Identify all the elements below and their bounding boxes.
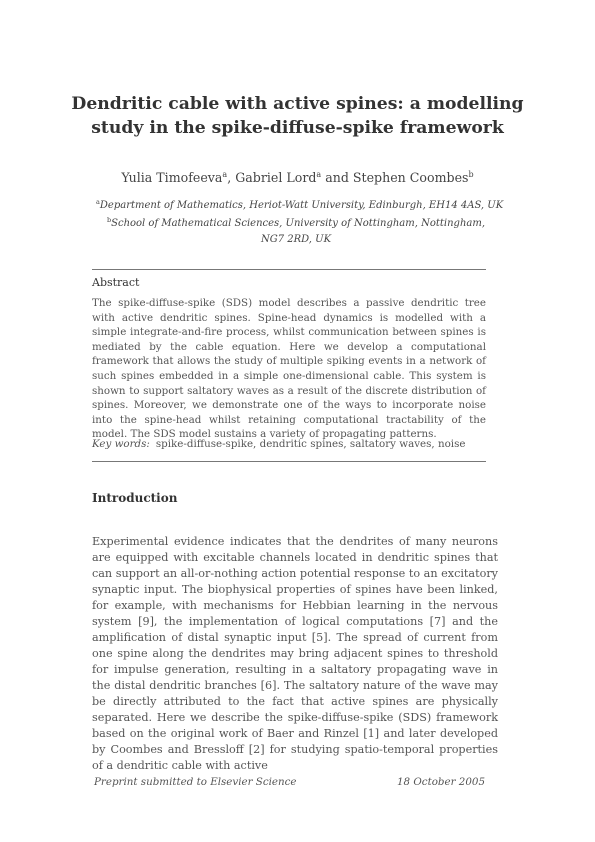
abstract-bottom-rule: [92, 461, 486, 462]
author-name: Stephen Coombes: [352, 170, 469, 185]
affiliation-mark: a: [316, 170, 322, 179]
affiliation-text: School of Mathematical Sciences, University of Nottingham, Nottingham, NG7 2RD, UK: [111, 218, 486, 245]
affiliation-text: Department of Mathematics, Heriot-Watt University, Edinburgh, EH14 4AS, UK: [99, 200, 504, 211]
affiliation-mark: a: [222, 170, 228, 179]
affiliation-b: [96, 212, 496, 248]
author-separator: ,: [227, 170, 236, 185]
keywords-line: [92, 438, 486, 450]
introduction-text: Experimental evidence indicates that the dendrites of many neurons are equipped with excitable channels located in dendritic spines that can support an all-or-nothing action potential response to an excitatory synaptic input. The biophysical properties of spines have been linked, for example, with mechanisms for Hebbian learning in the nervous system [9], the implementation of logical computations [7] and the amplification of distal synaptic input [5]. The spread of current from one spine along the dendrites may bring adjacent spines to threshold for impulse generation, resulting in a saltatory propagating wave in the distal dendritic branches [6]. The saltatory nature of the wave may be directly attributed to the fact that active spines are physically separated. Here we describe the spike-diffuse-spike (SDS) framework based on the original work of Baer and Rinzel [1] and later developed by Coombes and Bressloff [2] for studying spatio-temporal properties of a dendritic cable with active: [92, 535, 498, 772]
section-heading: Introduction: [92, 491, 178, 505]
author-name: Yulia Timofeeva: [121, 170, 223, 185]
author-separator: and: [321, 170, 353, 185]
keywords-text: spike-diffuse-spike, dendritic spines, saltatory waves, noise: [155, 438, 466, 450]
author-list: [60, 170, 535, 185]
affiliation-mark: a: [96, 198, 100, 206]
affiliation-a: [96, 194, 516, 214]
abstract-text: The spike-diffuse-spike (SDS) model describes a passive dendritic tree with active dendritic spines. Spine-head dynamics is modelled with a simple integrate-and-fire process, whilst communication between spines is mediated by the cable equation. Here we develop a computational framework that allows the study of multiple spiking events in a network of such spines embedded in a simple one-dimensional cable. This system is shown to support saltatory waves as a result of the discrete distribution of spines. Moreover, we demonstrate one of the ways to incorporate noise into the spine-head whilst retaining computational tractability of the model. The SDS model sustains a variety of propagating patterns.: [92, 297, 486, 441]
abstract-top-rule: [92, 269, 486, 270]
paper-title: Dendritic cable with active spines: a modelling study in the spike-diffuse-spike framework: [71, 94, 524, 138]
footer-date: 18 October 2005: [396, 776, 485, 788]
affiliation-mark: b: [106, 216, 112, 224]
abstract-heading: Abstract: [92, 276, 140, 289]
footer-preprint-note: Preprint submitted to Elsevier Science: [94, 776, 297, 788]
keywords-label: Key words:: [92, 438, 150, 450]
affiliation-mark: b: [468, 170, 474, 179]
author-name: Gabriel Lord: [235, 170, 317, 185]
